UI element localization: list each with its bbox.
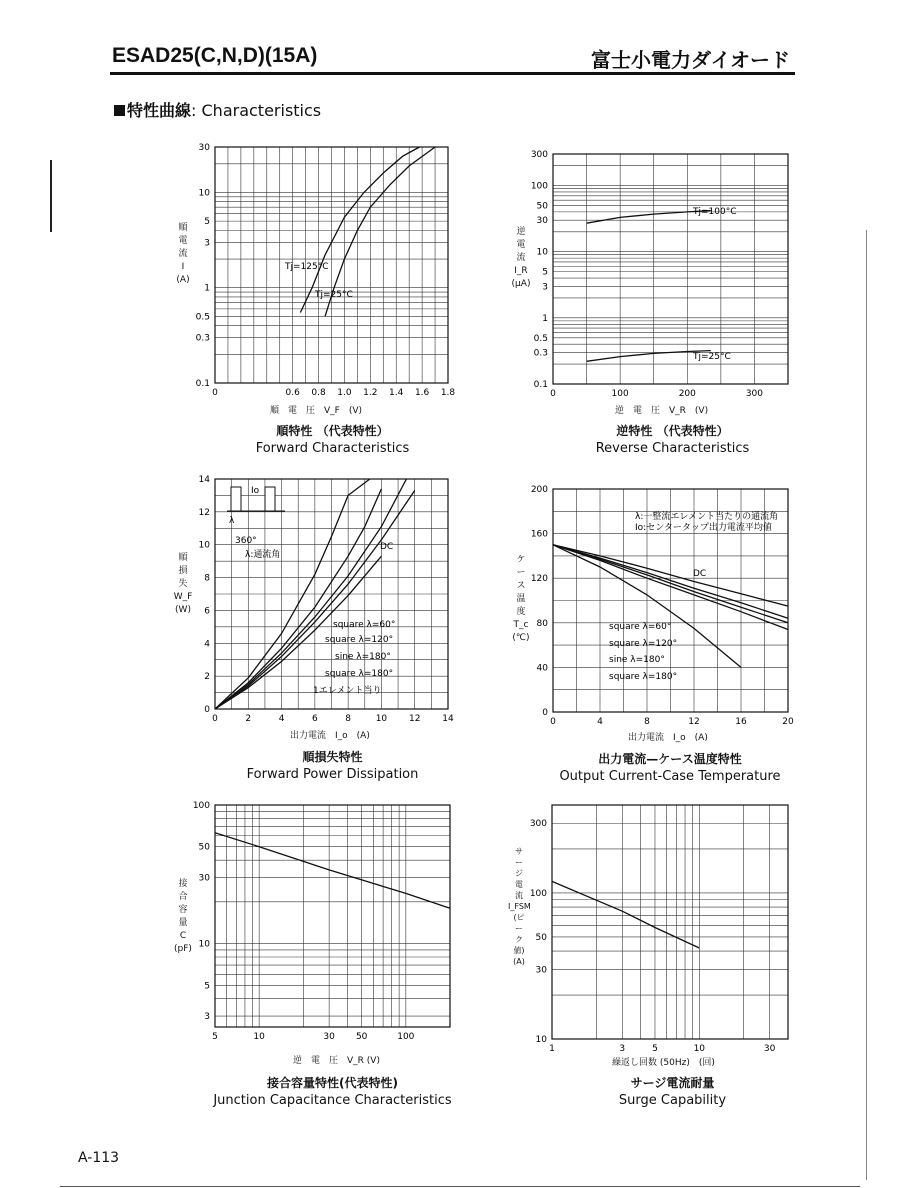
power-ylabel-part: 失 xyxy=(178,579,188,589)
power-series-label: sine λ=180° xyxy=(335,652,391,662)
reverse-caption-jp: 逆特性 （代表特性） xyxy=(616,424,729,438)
junction-svg xyxy=(160,798,480,1052)
tcase-svg xyxy=(500,482,818,737)
surge-ylabel-part: サ xyxy=(515,847,523,856)
forward-caption-jp: 順特性 （代表特性） xyxy=(276,424,389,438)
surge-xtick-label: 10 xyxy=(693,1044,706,1054)
junction-ytick-label: 5 xyxy=(204,981,210,992)
scan-edge-line xyxy=(866,230,867,1180)
surge-ylabel-part: 電 xyxy=(515,880,523,889)
power-svg xyxy=(160,472,478,734)
tcase-ylabel-part: ー xyxy=(516,568,526,578)
forward-ytick-label: 0.5 xyxy=(195,312,210,323)
surge-ytick-label: 100 xyxy=(529,888,547,899)
forward-grid xyxy=(215,147,448,383)
power-ylabel xyxy=(172,552,194,617)
surge-caption xyxy=(540,1074,805,1108)
power-xtick-label: 12 xyxy=(408,714,421,724)
surge-ylabel-part: 値) xyxy=(513,946,525,955)
waveform-pulse-2 xyxy=(265,487,275,511)
reverse-xtick-label: 300 xyxy=(745,389,764,399)
power-waveform-inset xyxy=(227,486,285,560)
forward-ytick-label: 1 xyxy=(204,283,210,294)
forward-xlabel: 順 電 圧 V_F (V) xyxy=(270,406,363,416)
output-current-case-temperature-chart xyxy=(500,482,818,737)
power-xtick-label: 2 xyxy=(245,714,252,724)
surge-xtick-label: 3 xyxy=(619,1044,626,1054)
junction-xlabel: 逆 電 圧 V_R (V) xyxy=(293,1056,380,1066)
junction-caption-jp: 接合容量特性(代表特性) xyxy=(267,1076,398,1090)
forward-caption-en: Forward Characteristics xyxy=(255,441,410,456)
forward-ytick-label: 0.3 xyxy=(195,333,210,344)
power-plot xyxy=(199,475,454,724)
surge-svg xyxy=(500,798,818,1064)
tcase-xtick-label: 20 xyxy=(782,717,794,727)
junction-caption xyxy=(195,1074,470,1108)
tcase-xtick-label: 8 xyxy=(644,717,650,727)
reverse-grid xyxy=(553,154,788,384)
junction-ylabel-part: C xyxy=(179,931,187,941)
reverse-xtick-label: 0 xyxy=(550,389,556,399)
surge-xtick-label: 5 xyxy=(652,1044,658,1054)
tcase-ytick-label: 40 xyxy=(536,663,548,674)
power-360-label: 360° xyxy=(235,536,257,546)
power-caption-jp: 順損失特性 xyxy=(302,750,363,764)
surge-ylabel-part: 流 xyxy=(515,891,523,900)
forward-ylabel-part: I xyxy=(181,262,185,272)
reverse-ytick-label: 100 xyxy=(530,181,548,192)
reverse-ylabel-part: (μA) xyxy=(511,279,531,289)
surge-grid xyxy=(552,805,788,1039)
surge-ylabel-part: ー xyxy=(515,924,523,933)
tcase-xlabel: 出力電流 I_o (A) xyxy=(628,733,708,743)
manufacturer-title: 富士小電力ダイオード xyxy=(591,48,790,72)
forward-ytick-label: 10 xyxy=(198,188,210,199)
forward-xtick-label: 1.2 xyxy=(363,388,378,398)
tcase-series-label: square λ=60° xyxy=(609,622,672,632)
tcase-ylabel-part: ス xyxy=(516,581,526,591)
tcase-series-label: square λ=180° xyxy=(609,672,678,682)
tcase-xtick-label: 12 xyxy=(688,717,700,727)
tcase-ylabel-part: (℃) xyxy=(512,633,530,643)
surge-xlabel: 繰返し回数 (50Hz) (回) xyxy=(612,1058,715,1068)
reverse-ylabel xyxy=(510,226,532,291)
tcase-series-label: square λ=120° xyxy=(609,639,678,649)
reverse-xtick-label: 100 xyxy=(611,389,629,399)
square-bullet-icon xyxy=(114,105,125,116)
tcase-series-label: DC xyxy=(693,569,707,579)
junction-ytick-label: 50 xyxy=(198,842,210,853)
surge-plot xyxy=(530,805,788,1054)
surge-ylabel-part: I_FSM xyxy=(508,902,531,911)
power-ylabel-part: 順 xyxy=(178,553,188,563)
power-series-label: square λ=120° xyxy=(325,635,394,645)
tcase-ylabel-part: 度 xyxy=(516,607,526,617)
junction-xtick-label: 10 xyxy=(253,1032,265,1042)
power-ytick-label: 10 xyxy=(198,540,210,551)
power-xlabel: 出力電流 I_o (A) xyxy=(290,731,370,741)
reverse-ytick-label: 1 xyxy=(542,313,548,324)
reverse-ytick-label: 10 xyxy=(536,247,548,258)
tcase-ylabel xyxy=(510,554,532,645)
power-series-label: DC xyxy=(380,542,394,552)
forward-ylabel xyxy=(172,222,194,287)
forward-ytick-label: 3 xyxy=(204,238,210,249)
reverse-series-label: Tj=25°C xyxy=(693,352,731,362)
forward-xtick-label: 1.0 xyxy=(337,388,352,398)
forward-power-dissipation-chart xyxy=(160,472,478,734)
reverse-ytick-label: 50 xyxy=(536,201,548,212)
junction-ylabel-part: 容 xyxy=(178,905,188,915)
tcase-note-2: Io:センタータップ出力電流平均値 xyxy=(635,523,772,533)
forward-caption xyxy=(200,422,465,456)
forward-plot xyxy=(196,143,456,398)
forward-xtick-label: 0.8 xyxy=(311,388,326,398)
power-io-label: Io xyxy=(251,486,260,496)
power-ylabel-part: 損 xyxy=(178,566,188,576)
tcase-ytick-label: 160 xyxy=(530,529,548,540)
junction-grid xyxy=(215,805,450,1027)
junction-ylabel-part: (pF) xyxy=(174,944,192,954)
power-ytick-label: 8 xyxy=(204,573,210,584)
power-series-label: square λ=60° xyxy=(333,620,396,630)
surge-caption-jp: サージ電流耐量 xyxy=(630,1076,715,1090)
reverse-xtick-label: 200 xyxy=(678,389,696,399)
reverse-ylabel-part: I_R xyxy=(514,266,528,276)
reverse-ytick-label: 0.1 xyxy=(533,380,548,390)
forward-characteristics-chart xyxy=(160,140,478,408)
reverse-characteristics-chart xyxy=(500,148,818,409)
junction-ytick-label: 30 xyxy=(198,873,210,884)
junction-ylabel xyxy=(172,878,194,956)
junction-xtick-label: 100 xyxy=(397,1032,415,1042)
tcase-ytick-label: 0 xyxy=(542,708,548,718)
power-xtick-label: 14 xyxy=(442,714,454,724)
surge-ylabel-part: ジ xyxy=(515,869,523,878)
surge-ylabel-part: (A) xyxy=(513,957,525,966)
power-lambda-label: λ xyxy=(229,516,235,526)
bottom-rule xyxy=(60,1186,860,1187)
forward-ytick-label: 0.1 xyxy=(195,379,210,389)
tcase-ytick-label: 120 xyxy=(530,574,548,585)
forward-ylabel-part: 順 xyxy=(178,223,188,233)
tcase-ylabel-part: ケ xyxy=(516,555,526,565)
power-caption-en: Forward Power Dissipation xyxy=(246,767,419,782)
forward-ylabel-part: (A) xyxy=(176,275,190,285)
reverse-series-label: Tj=100°C xyxy=(693,207,737,217)
forward-xtick-label: 1.8 xyxy=(440,388,456,398)
scan-mark xyxy=(50,160,52,232)
forward-ylabel-part: 流 xyxy=(178,249,188,259)
forward-xtick-label: 1.6 xyxy=(414,388,430,398)
junction-ylabel-part: 接 xyxy=(178,879,188,889)
power-conduction-angle: λ:通流角 xyxy=(245,550,281,560)
surge-xtick-label: 1 xyxy=(549,1044,555,1054)
power-element-note: 1エレメント当り xyxy=(313,686,382,696)
surge-ylabel-part: (ピ xyxy=(513,913,525,922)
forward-svg xyxy=(160,140,478,408)
junction-frame xyxy=(215,805,450,1027)
surge-ytick-label: 30 xyxy=(535,965,547,976)
datasheet-title: ESAD25(C,N,D)(15A) xyxy=(112,44,318,67)
forward-series-label: Tj=125°C xyxy=(285,262,329,272)
surge-series-0 xyxy=(552,881,699,948)
forward-xtick-label: 0 xyxy=(212,388,218,398)
power-xtick-label: 4 xyxy=(278,714,285,724)
junction-ylabel-part: 量 xyxy=(178,918,188,928)
forward-ylabel-part: 電 xyxy=(178,236,188,246)
reverse-ytick-label: 0.3 xyxy=(533,348,548,359)
reverse-svg xyxy=(500,148,818,409)
forward-series-label: Tj=25°C xyxy=(315,290,353,300)
tcase-plot xyxy=(531,485,794,727)
reverse-xlabel: 逆 電 圧 V_R (V) xyxy=(615,406,709,416)
tcase-note-1: λ:一整流エレメント当たりの通流角 xyxy=(635,512,779,522)
reverse-ytick-label: 300 xyxy=(530,150,548,160)
surge-ylabel-part: ー xyxy=(515,858,523,867)
reverse-caption-en: Reverse Characteristics xyxy=(595,441,750,456)
junction-plot xyxy=(193,801,450,1042)
reverse-ytick-label: 5 xyxy=(542,267,548,278)
tcase-ytick-label: 80 xyxy=(536,618,548,629)
section-jp: 特性曲線 xyxy=(127,101,192,120)
power-ytick-label: 2 xyxy=(204,672,210,683)
junction-caption-en: Junction Capacitance Characteristics xyxy=(213,1093,452,1108)
surge-ylabel xyxy=(508,846,530,967)
surge-xtick-label: 30 xyxy=(763,1044,776,1054)
section-sep: : xyxy=(191,101,197,120)
power-xtick-label: 10 xyxy=(375,714,388,724)
reverse-ylabel-part: 流 xyxy=(516,253,526,263)
surge-ytick-label: 300 xyxy=(529,819,547,830)
junction-capacitance-chart xyxy=(160,798,480,1052)
surge-frame xyxy=(552,805,788,1039)
section-en: Characteristics xyxy=(201,101,322,120)
surge-capability-chart xyxy=(500,798,818,1064)
junction-ytick-label: 3 xyxy=(204,1012,210,1023)
forward-ytick-label: 5 xyxy=(204,217,210,228)
power-ytick-label: 6 xyxy=(204,606,210,617)
reverse-ylabel-part: 電 xyxy=(516,240,526,250)
power-xtick-label: 0 xyxy=(212,714,218,724)
tcase-caption xyxy=(530,750,810,784)
reverse-ytick-label: 3 xyxy=(542,282,548,293)
junction-series-0 xyxy=(215,833,450,908)
reverse-ylabel-part: 逆 xyxy=(516,227,526,237)
tcase-ytick-label: 200 xyxy=(530,485,548,495)
power-xtick-label: 6 xyxy=(311,714,318,724)
power-ytick-label: 0 xyxy=(204,705,210,715)
surge-ylabel-part: ク xyxy=(515,935,523,944)
surge-ytick-label: 50 xyxy=(535,932,547,943)
reverse-plot xyxy=(531,150,788,399)
tcase-ylabel-part: 温 xyxy=(516,594,526,604)
waveform-pulse-1 xyxy=(231,487,241,511)
reverse-ytick-label: 0.5 xyxy=(533,333,548,344)
power-ytick-label: 4 xyxy=(204,639,210,650)
header-rule xyxy=(110,72,795,75)
surge-caption-en: Surge Capability xyxy=(618,1093,727,1108)
power-series-label: square λ=180° xyxy=(325,669,394,679)
tcase-caption-en: Output Current-Case Temperature xyxy=(559,769,781,784)
junction-ytick-label: 100 xyxy=(192,801,210,811)
junction-ytick-label: 10 xyxy=(198,939,210,950)
tcase-xtick-label: 0 xyxy=(550,717,556,727)
tcase-caption-jp: 出力電流—ケース温度特性 xyxy=(598,752,742,766)
power-xtick-label: 8 xyxy=(345,714,352,724)
junction-xtick-label: 5 xyxy=(212,1032,218,1042)
page-number: A-113 xyxy=(78,1150,120,1166)
power-caption xyxy=(200,748,465,782)
power-ytick-label: 12 xyxy=(198,507,210,518)
surge-ytick-label: 10 xyxy=(535,1035,547,1045)
tcase-xtick-label: 16 xyxy=(735,717,747,727)
section-heading xyxy=(114,98,321,121)
power-ytick-label: 14 xyxy=(198,475,210,485)
forward-ytick-label: 30 xyxy=(198,143,210,153)
junction-xtick-label: 50 xyxy=(355,1032,368,1042)
tcase-series-label: sine λ=180° xyxy=(609,655,665,665)
power-ylabel-part: W_F xyxy=(173,592,193,602)
tcase-xtick-label: 4 xyxy=(597,717,603,727)
tcase-ylabel-part: T_c xyxy=(513,620,529,630)
junction-ylabel-part: 合 xyxy=(178,892,188,902)
power-ylabel-part: (W) xyxy=(175,605,191,615)
reverse-caption xyxy=(540,422,805,456)
forward-xtick-label: 1.4 xyxy=(389,388,404,398)
reverse-ytick-label: 30 xyxy=(536,216,548,227)
forward-xtick-label: 0.6 xyxy=(285,388,300,398)
junction-xtick-label: 30 xyxy=(323,1032,335,1042)
